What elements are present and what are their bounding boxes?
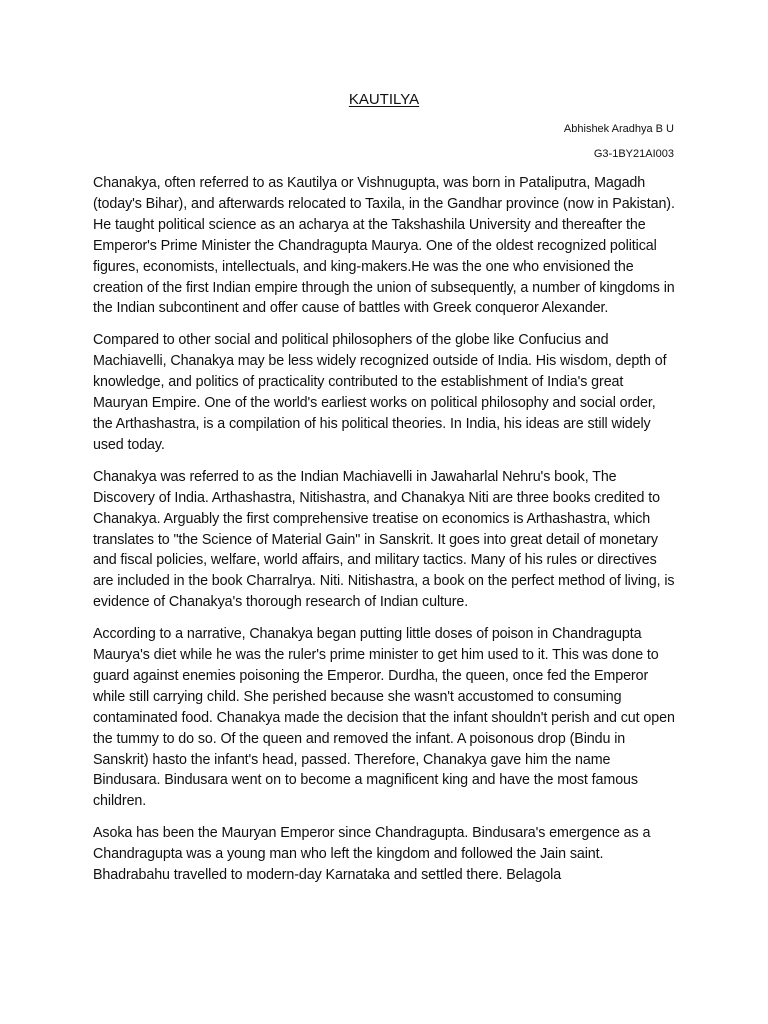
- paragraph-4: According to a narrative, Chanakya began putting little doses of poison in Chandragupta Maurya's diet while he was the ruler's prime minister to get him used to it. This was done to guard against enemies poisoning the Emperor. Durdha, the queen, once fed the Emperor while still carrying child. She perished because she wasn't accustomed to consuming contaminated food. Chanakya made the decision that the infant shouldn't perish and cut open the tummy to do so. Of the queen and removed the infant. A poisonous drop (Bindu in Sanskrit) hasto the infant's head, passed. Therefore, Chanakya gave him the name Bindusara. Bindusara went on to become a magnificent king and have the most famous children.: [93, 626, 675, 810]
- document-body: [93, 173, 678, 897]
- paragraph-3: Chanakya was referred to as the Indian Machiavelli in Jawaharlal Nehru's book, The Discovery of India. Arthashastra, Nitishastra, and Chanakya Niti are three books credited to Chanakya. Arguably the first comprehensive treatise on economics is Arthashastra, which translates to "the Science of Material Gain" in Sanskrit. It goes into great detail of monetary and fiscal policies, welfare, world affairs, and military tactics. Many of his rules or directives are included in the book Charralrya. Niti. Nitishastra, a book on the perfect method of living, is evidence of Chanakya's thorough research of Indian culture.: [93, 468, 675, 611]
- paragraph-1: Chanakya, often referred to as Kautilya or Vishnugupta, was born in Pataliputra, Magadh (today's Bihar), and afterwards relocated to Taxila, in the Gandhar province (now in Pakistan). He taught political science as an acharya at the Takshashila University and thereafter the Emperor's Prime Minister the Chandragupta Maurya. One of the oldest recognized political figures, economists, intellectuals, and king-makers.He was the one who envisioned the creation of the first Indian empire through the union of subsequently, a number of kingdoms in the Indian subcontinent and offer cause of battles with Greek conqueror Alexander.: [93, 175, 675, 317]
- document-title: KAUTILYA: [348, 91, 420, 108]
- registration-number: G3-1BY21AI003: [593, 148, 674, 160]
- paragraph-2: Compared to other social and political philosophers of the globe like Confucius and Machiavelli, Chanakya may be less widely recognized outside of India. His wisdom, depth of knowledge, and politics of practicality contributed to the establishment of India's great Mauryan Empire. One of the world's earliest works on political philosophy and social order, the Arthashastra, is a compilation of his political theories. In India, his ideas are still widely used today.: [93, 332, 667, 453]
- paragraph-5: Asoka has been the Mauryan Emperor since Chandragupta. Bindusara's emergence as a Chandragupta was a young man who left the kingdom and followed the Jain saint. Bhadrabahu travelled to modern-day Karnataka and settled there. Belagola: [93, 825, 651, 884]
- author-name: Abhishek Aradhya B U: [563, 123, 674, 135]
